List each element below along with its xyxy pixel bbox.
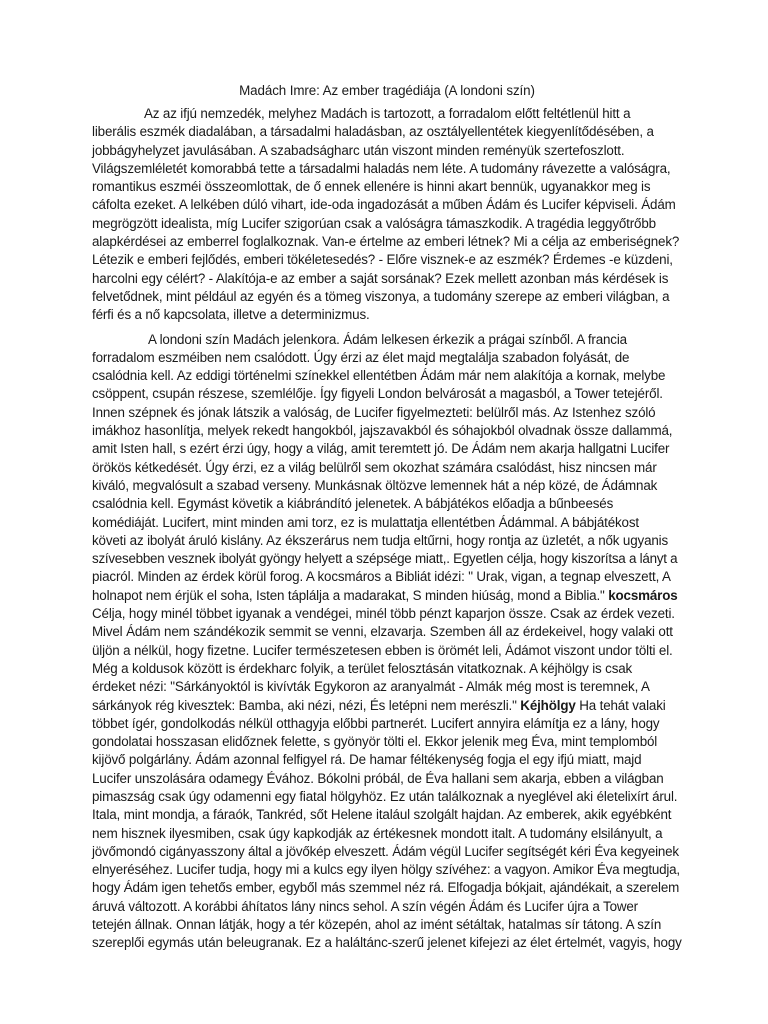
text-line: áruvá változott. A korábbi áhítatos lány nincs sehol. A szín végén Ádám és Lucifer újra a Tower [92, 898, 638, 914]
text-line: amit Isten hall, s ezért érzi úgy, hogy a világ, amit teremtett jó. De Ádám nem akarja hallgatni Lucifer [92, 441, 670, 457]
text-segment: Ha tehát valaki [579, 697, 666, 713]
text-line: érdeket nézi: "Sárkányoktól is kivívták Egykoron az aranyalmát - Almák még most is teremnek, A [92, 679, 650, 695]
text-line: Itala, mint mondja, a fáraók, Tankréd, sőt Helene italául szolgált hajdan. Az emberek, akik egyébként [92, 807, 672, 823]
text-line: Még a koldusok között is érdekharc folyik, a terület felosztásán vitatkoznak. A kéjhölgy is csak [92, 660, 633, 676]
text-line: harcolni egy célért? - Alakítója-e az ember a saját sorsának? Ezek mellett azonban más kérdések is [92, 270, 669, 286]
text-line [92, 587, 682, 605]
text-line: Célja, hogy minél többet igyanak a vendégei, minél több pénzt kaparjon össze. Csak az érdek vezeti. [92, 606, 675, 622]
text-line: imákhoz hasonlítja, melyek rekedt hangokból, jajszavakból és sóhajokból olvadnak össze dallammá, [92, 423, 673, 439]
text-line: tetején állnak. Onnan látják, hogy a tér közepén, ahol az imént sétáltak, hatalmas sír tátong. A szín [92, 917, 662, 933]
text-line: követi az ibolyát áruló kislány. Az ékszerárus nem tudja eltűrni, hogy rontja az üzletét, a nők ugyanis [92, 532, 669, 548]
text-line: nem hisznek ilyesmiben, csak úgy kapkodják az értékesnek mondott italt. A tudomány elsilányult, a [92, 825, 663, 841]
text-line: pimaszság csak úgy odamenni egy fiatal hölgyhöz. Ez után találkoznak a nyeglével aki életelixírt árul. [92, 788, 678, 804]
text-segment: holnapot nem érjük el soha, Isten táplálja a madarakat, S minden hiúság, mond a Biblia." [92, 587, 605, 603]
text-line: Létezik e emberi fejlődés, emberi tökéletesedés? - Előre visznek-e az eszmék? Érdemes -e küzdeni, [92, 252, 673, 268]
text-line: A londoni szín Madách jelenkora. Ádám lelkesen érkezik a prágai színből. A francia [148, 331, 627, 347]
text-line: cáfolta ezeket. A lelkében dúló vihart, ide-oda ingadozását a műben Ádám és Lucifer képviseli. Ádám [92, 197, 676, 213]
text-line: felvetődnek, mint például az egyén és a tömeg viszonya, a tudomány szerepe az emberi világban, a [92, 288, 670, 304]
text-line: többet ígér, gondolkodás nélkül otthagyja előbbi partnerét. Lucifert annyira elámítja ez a lány, hogy [92, 715, 660, 731]
text-line: hogy Ádám igen tehetős ember, egyből más szemmel néz rá. Elfogadja bókjait, ajándékait, a szerelem [92, 880, 680, 896]
document-page [92, 82, 682, 953]
text-line: Innen szépnek és jónak látszik a valóság, de Lucifer figyelmezteti: belülről más. Az Istenhez szóló [92, 404, 656, 420]
text-line: Az az ifjú nemzedék, melyhez Madách is tartozott, a forradalom előtt feltétlenül hitt a [144, 106, 631, 121]
text-line: üljön a nélkül, hogy fizetne. Lucifer természetesen ebben is örömét leli, Ádámot viszont undor tölti el. [92, 642, 673, 658]
text-line: férfi és a nő kapcsolata, illetve a determinizmus. [92, 307, 370, 323]
text-line: Világszemléletét komorabbá tette a társadalmi haladás nem léte. A tudomány rávezette a valóságra, [92, 160, 671, 176]
text-line: csalódnia kell. Egymást követik a kiábrándító jelenetek. A bábjátékos előadja a bűnbeesés [92, 496, 614, 512]
text-line: jövőmondó cigányasszony által a jövőkép elveszett. Ádám végül Lucifer segítségét kéri Éva kegyeinek [92, 843, 679, 859]
text-line [92, 697, 682, 715]
document-title: Madách Imre: Az ember tragédiája (A londoni szín) [239, 83, 535, 98]
text-segment: sárkányok rég kivesztek: Bamba, aki nézi, nézi, És letépni nem merészli." [92, 697, 517, 713]
text-line: örökös kétkedését. Úgy érzi, ez a világ belülről sem okozhat számára csalódást, hisz nincsen már [92, 459, 657, 475]
text-line: kijövő polgárlány. Ádám azonnal felfigyel rá. De hamar féltékenység fogja el egy ifjú miatt, majd [92, 752, 642, 768]
bold-term-kocsmaros: kocsmáros [608, 587, 678, 603]
text-line: piacról. Minden az érdek körül forog. A kocsmáros a Bibliát idézi: " Urak, vigan, a tegnap elveszett, A [92, 569, 671, 585]
paragraph-1 [92, 105, 682, 325]
text-line: kiváló, megvalósult a szabad verseny. Munkásnak öltözve lemennek hát a nép közé, de Ádámnak [92, 477, 658, 493]
text-line: jobbágyhelyzet javulásában. A szabadságharc után viszont minden reményük szertefoszlott. [92, 142, 625, 158]
text-line: csöppent, csupán részese, szemlélője. Így figyeli London belvárosát a magasból, a Tower tetejéről. [92, 386, 663, 402]
text-line: komédiáját. Lucifert, mint minden ami torz, ez is mulattatja ellentétben Ádámmal. A bábjátékost [92, 514, 639, 530]
text-line: szereplői egymás után beleugranak. Ez a haláltánc-szerű jelenet kifejezi az élet értelmét, vagyis, hogy [92, 935, 682, 951]
text-line: csalódnia kell. Az eddigi történelmi színekkel ellentétben Ádám már nem alakítója a kornak, melybe [92, 368, 666, 384]
text-line: szívesebben vesznek ibolyát gyöngy helyett a szépsége miatt,. Egyetlen célja, hogy kiszorítsa a lányt a [92, 551, 678, 567]
text-line: romantikus eszméi összeomlottak, de ő ennek ellenére is hinni akart bennük, ugyanakkor meg is [92, 179, 651, 195]
text-line: gondolatai hosszasan elidőznek felette, s gyönyör tölti el. Ekkor jelenik meg Éva, mint templomból [92, 734, 658, 750]
text-line: elnyeréséhez. Lucifer tudja, hogy mi a kulcs egy ilyen hölgy szívéhez: a vagyon. Amikor Éva megtudja, [92, 862, 680, 878]
paragraph-2 [92, 331, 682, 953]
text-line: forradalom eszméiben nem csalódott. Úgy érzi az élet majd megtalálja szabadon folyását, de [92, 349, 630, 365]
text-line: Mivel Ádám nem szándékozik semmit se venni, elzavarja. Szemben áll az érdekeivel, hogy valaki ott [92, 624, 673, 640]
text-line: megrögzött idealista, míg Lucifer szigorúan csak a valóságra támaszkodik. A tragédia leggyőtrőbb [92, 215, 656, 231]
bold-term-kejholgy: Kéjhölgy [520, 697, 576, 713]
text-line: alapkérdései az emberrel foglalkoznak. Van-e értelme az emberi létnek? Mi a célja az emberiségnek? [92, 234, 680, 250]
text-line: liberális eszmék diadalában, a társadalmi haladásban, az osztályellentétek kiegyenlítődésében, a [92, 124, 654, 140]
text-line: Lucifer unszolására odamegy Évához. Bókolni próbál, de Éva hallani sem akarja, ebben a világban [92, 770, 664, 786]
